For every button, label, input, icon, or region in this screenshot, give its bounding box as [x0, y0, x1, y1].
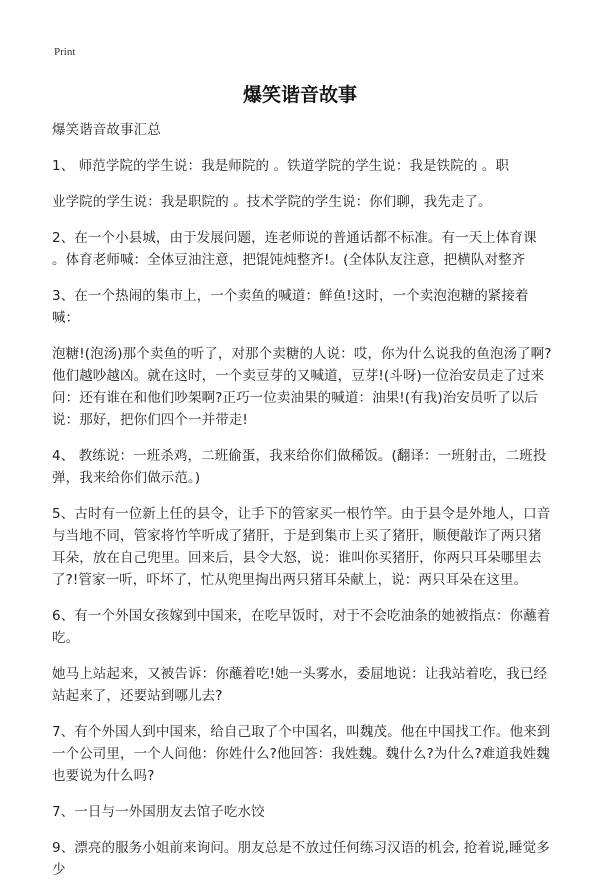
print-label: Print	[54, 46, 76, 58]
paragraph-3a: 3、在一个热闹的集市上，一个卖鱼的喊道：鲜鱼!这时，一个卖泡泡糖的紧接着喊：	[52, 288, 529, 326]
paragraph-8: 7、一日与一外国朋友去馆子吃水饺	[52, 804, 265, 820]
paragraph-2: 2、在一个小县城，由于发展问题，连老师说的普通话都不标准。有一天上体育课 。体育老师喊：全体豆油注意，把馄饨炖整齐!。(全体队友注意，把横队对整齐	[52, 230, 537, 268]
paragraph-1a: 1、 师范学院的学生说：我是师院的 。铁道学院的学生说：我是铁院的 。职	[52, 158, 510, 174]
document-subtitle: 爆笑谐音故事汇总	[52, 122, 161, 138]
paragraph-9: 9、漂亮的服务小姐前来询问。朋友总是不放过任何练习汉语的机会, 抢着说,睡觉多少	[52, 840, 550, 878]
paragraph-7: 7、有个外国人到中国来，给自己取了个中国名，叫魏茂。他在中国找工作。他来到一个公司里，一个人问他：你姓什么?他回答：我姓魏。魏什么?为什么?难道我姓魏也要说为什么吗?	[52, 724, 551, 784]
paragraph-6a: 6、有一个外国女孩嫁到中国来，在吃早饭时，对于不会吃油条的她被指点：你蘸着吃。	[52, 608, 551, 646]
document-body	[52, 119, 552, 895]
paragraph-6b: 她马上站起来，又被告诉：你蘸着吃!她一头雾水，委屈地说：让我站着吃，我已经站起来了，还要站到哪儿去?	[52, 666, 548, 704]
paragraph-4: 4、 教练说：一班杀鸡，二班偷蛋，我来给你们做稀饭。(翻译：一班射击，二班投弹，我来给你们做示范。)	[52, 448, 547, 486]
paragraph-1b: 业学院的学生说：我是职院的 。技术学院的学生说：你们聊，我先走了。	[52, 194, 492, 210]
paragraph-5: 5、古时有一位新上任的县令，让手下的管家买一根竹竿。由于县令是外地人，口音与当地不同，管家将竹竿听成了猪肝，于是到集市上买了猪肝，顺便敲诈了两只猪耳朵，放在自己兜里。回来后，县令大怒，说：谁叫你买猪肝，你两只耳朵哪里去了?!管家一听，吓坏了，忙从兜里掏出两只猪耳朵献上，说：两只耳朵在这里。	[52, 506, 551, 588]
document-title: 爆笑谐音故事	[242, 84, 357, 106]
paragraph-3b: 泡糖!(泡汤)那个卖鱼的听了，对那个卖糖的人说：哎，你为什么说我的鱼泡汤了啊?他们越吵越凶。就在这时，一个卖豆芽的又喊道，豆芽!(斗呀)一位治安员走了过来问：还有谁在和他们吵架啊?正巧一位卖油果的喊道：油果!(有我)治安员听了以后说：那好，把你们四个一并带走!	[52, 346, 552, 428]
